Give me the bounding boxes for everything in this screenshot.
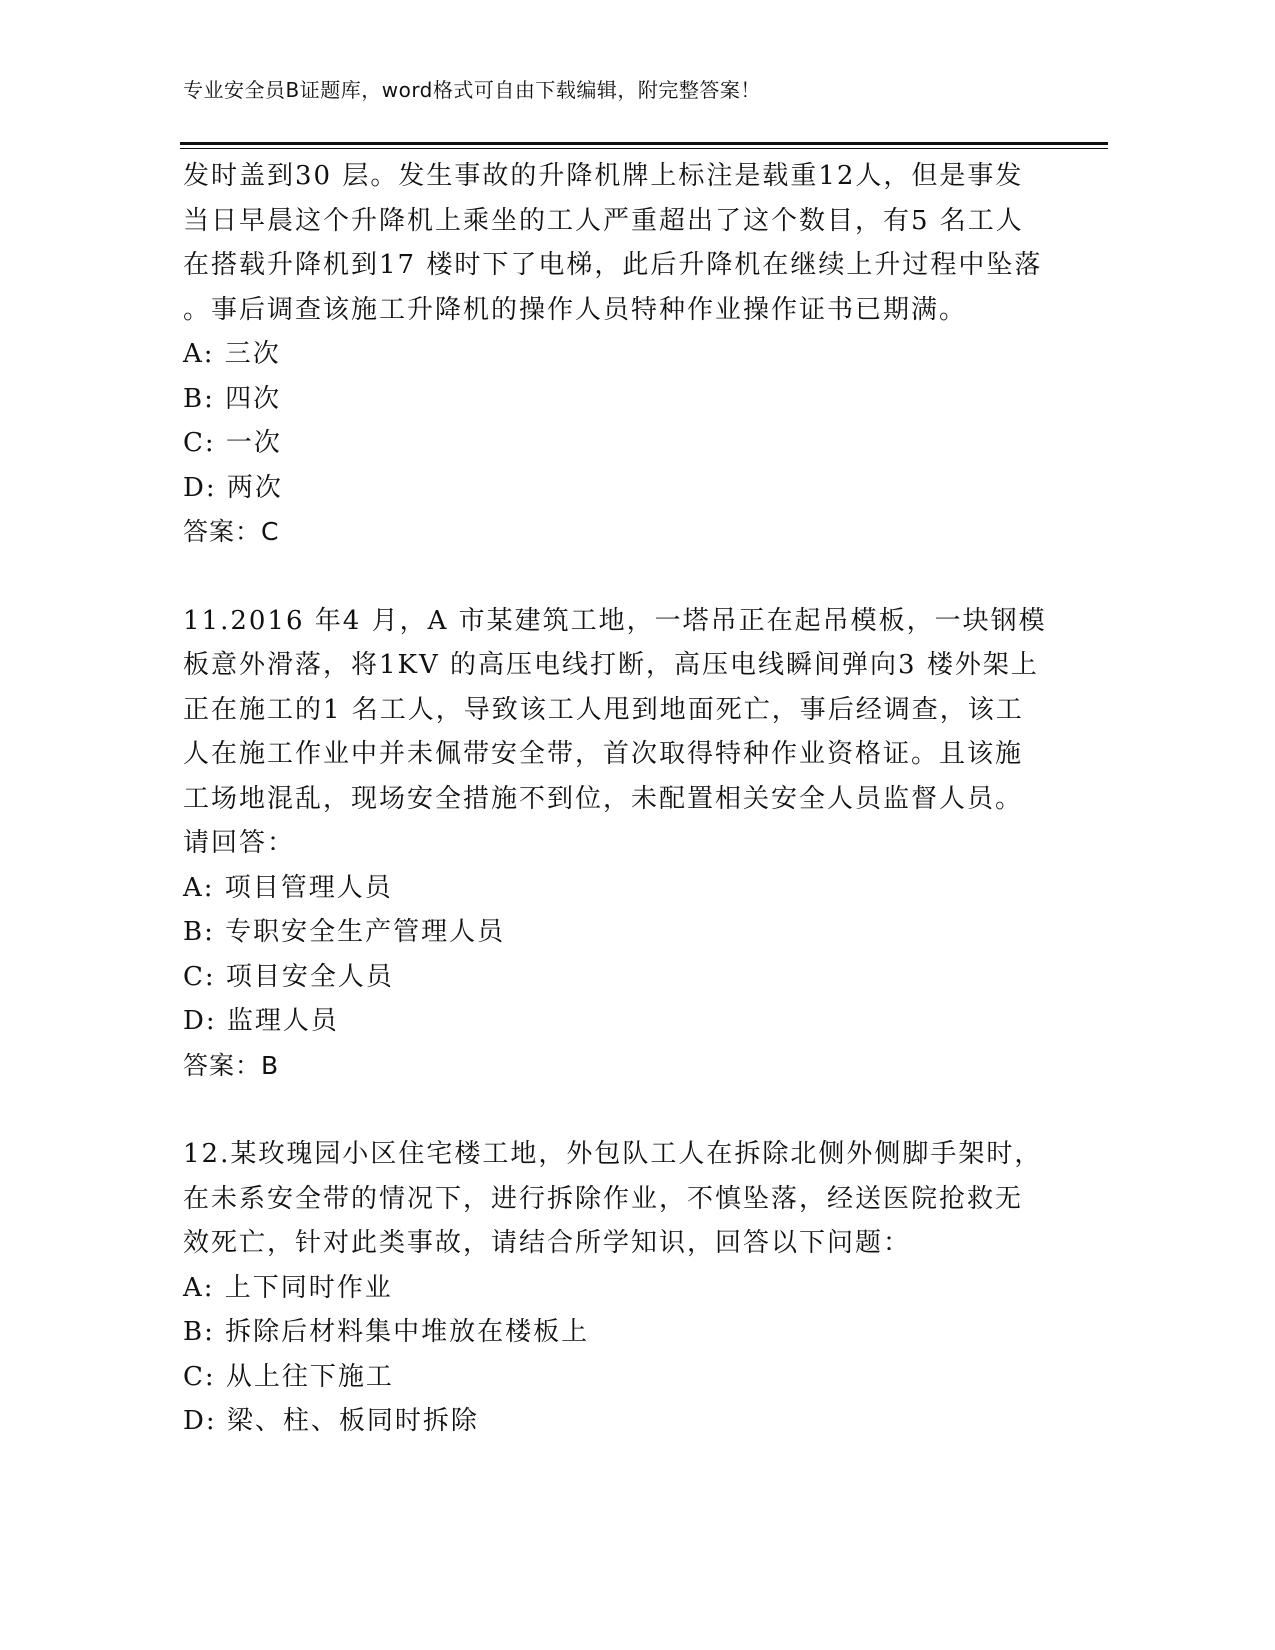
spacer xyxy=(183,1088,1063,1132)
option-c: C: 从上往下施工 xyxy=(183,1361,394,1392)
option-b: B: 拆除后材料集中堆放在楼板上 xyxy=(183,1317,590,1347)
question-line: 当日早晨这个升降机上乘坐的工人严重超出了这个数目，有5 名工人 xyxy=(183,205,1024,236)
answer: 答案：C xyxy=(183,517,280,546)
header-rule xyxy=(180,142,1108,149)
option-d: D: 两次 xyxy=(183,472,283,503)
question-line: 。事后调查该施工升降机的操作人员特种作业操作证书已期满。 xyxy=(183,294,968,325)
spacer xyxy=(183,555,1063,599)
question-line: 请回答： xyxy=(183,828,296,858)
answer: 答案：B xyxy=(183,1050,280,1080)
document-body xyxy=(183,154,1063,1444)
option-a: A: 三次 xyxy=(183,339,281,369)
option-b: B: 四次 xyxy=(183,383,282,414)
option-a: A: 项目管理人员 xyxy=(183,872,393,903)
question-line: 效死亡，针对此类事故，请结合所学知识，回答以下问题： xyxy=(183,1228,912,1258)
question-11 xyxy=(183,599,1063,1089)
question-10 xyxy=(183,154,1063,555)
question-line: 12.某玫瑰园小区住宅楼工地，外包队工人在拆除北侧外侧脚手架时， xyxy=(183,1139,1043,1169)
option-d: D: 梁、柱、板同时拆除 xyxy=(183,1406,479,1436)
option-b: B: 专职安全生产管理人员 xyxy=(183,917,506,947)
question-line: 工场地混乱，现场安全措施不到位，未配置相关安全人员监督人员。 xyxy=(183,783,1024,814)
option-c: C: 一次 xyxy=(183,428,282,458)
question-line: 在搭载升降机到17 楼时下了电梯，此后升降机在继续上升过程中坠落 xyxy=(183,250,1043,280)
option-c: C: 项目安全人员 xyxy=(183,961,394,992)
question-line: 人在施工作业中并未佩带安全带，首次取得特种作业资格证。且该施 xyxy=(183,739,1024,769)
page-header: 专业安全员B证题库，word格式可自由下载编辑，附完整答案！ xyxy=(183,78,761,102)
option-d: D: 监理人员 xyxy=(183,1006,339,1036)
question-line: 发时盖到30 层。发生事故的升降机牌上标注是载重12人，但是事发 xyxy=(183,161,1024,191)
question-line: 板意外滑落，将1KV 的高压电线打断，高压电线瞬间弹向3 楼外架上 xyxy=(183,650,1039,680)
question-12 xyxy=(183,1132,1063,1444)
question-line: 11.2016 年4 月，A 市某建筑工地，一塔吊正在起吊模板，一块钢模 xyxy=(183,605,1047,636)
option-a: A: 上下同时作业 xyxy=(183,1272,393,1303)
question-line: 在未系安全带的情况下，进行拆除作业，不慎坠落，经送医院抢救无 xyxy=(183,1183,1024,1214)
question-line: 正在施工的1 名工人，导致该工人甩到地面死亡，事后经调查，该工 xyxy=(183,694,1024,725)
